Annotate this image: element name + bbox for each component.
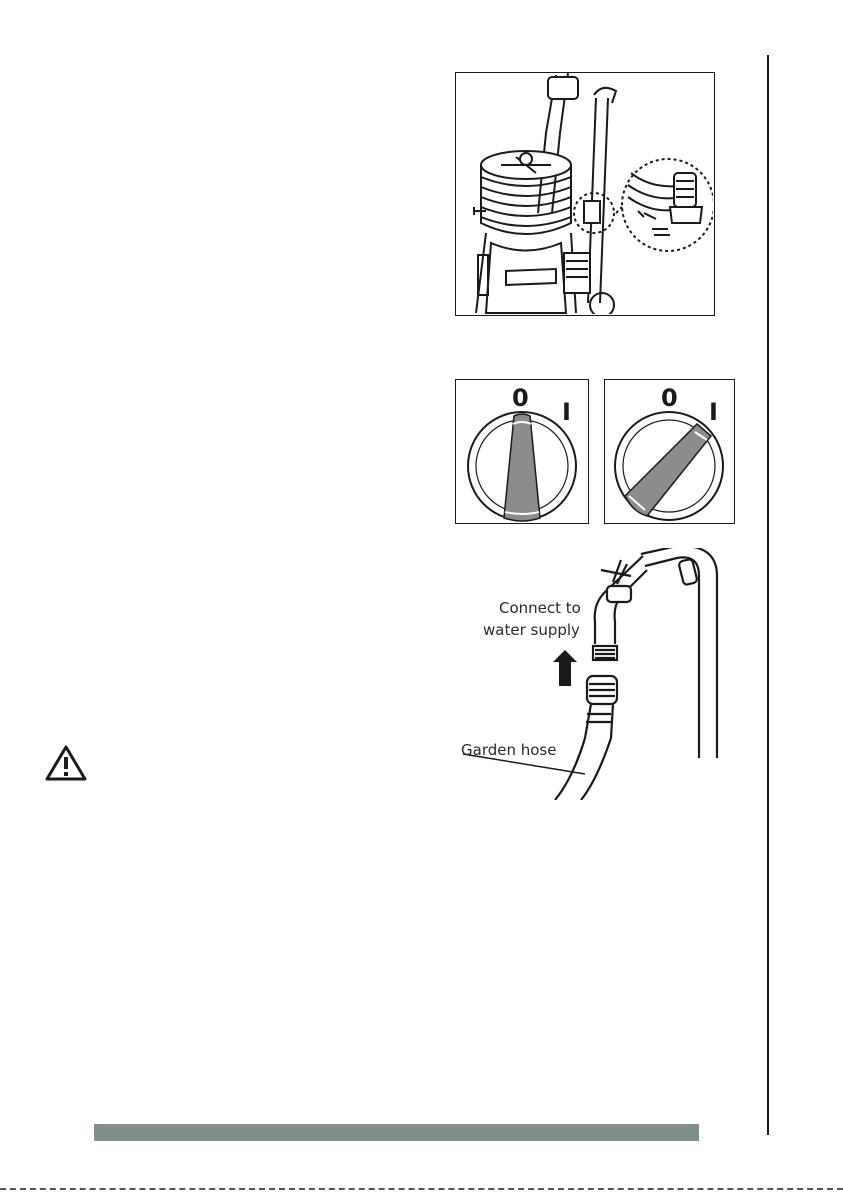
footer-bar xyxy=(94,1124,699,1141)
margin-rule xyxy=(767,55,769,1135)
switch-off-one-label: I xyxy=(562,398,571,426)
connect-label-line1: Connect to xyxy=(499,599,581,617)
tap-connection-figure xyxy=(455,548,745,800)
switch-off-figure xyxy=(455,379,589,524)
switch-off-zero-label: 0 xyxy=(512,384,529,412)
machine-figure xyxy=(455,72,715,316)
connect-label-line2: water supply xyxy=(483,621,580,639)
switch-on-figure xyxy=(604,379,735,524)
switch-on-one-label: I xyxy=(709,398,718,426)
switch-on-zero-label: 0 xyxy=(661,384,678,412)
tap-and-hose-illustration xyxy=(455,548,745,800)
warning-triangle-icon xyxy=(44,744,88,782)
garden-hose-label: Garden hose xyxy=(461,741,557,759)
bottom-crop-line xyxy=(0,1188,843,1190)
rotary-switch-on-icon xyxy=(605,380,734,523)
rotary-switch-off-icon xyxy=(456,380,588,523)
arrow-up-icon xyxy=(553,650,577,686)
pressure-washer-illustration xyxy=(456,73,713,314)
